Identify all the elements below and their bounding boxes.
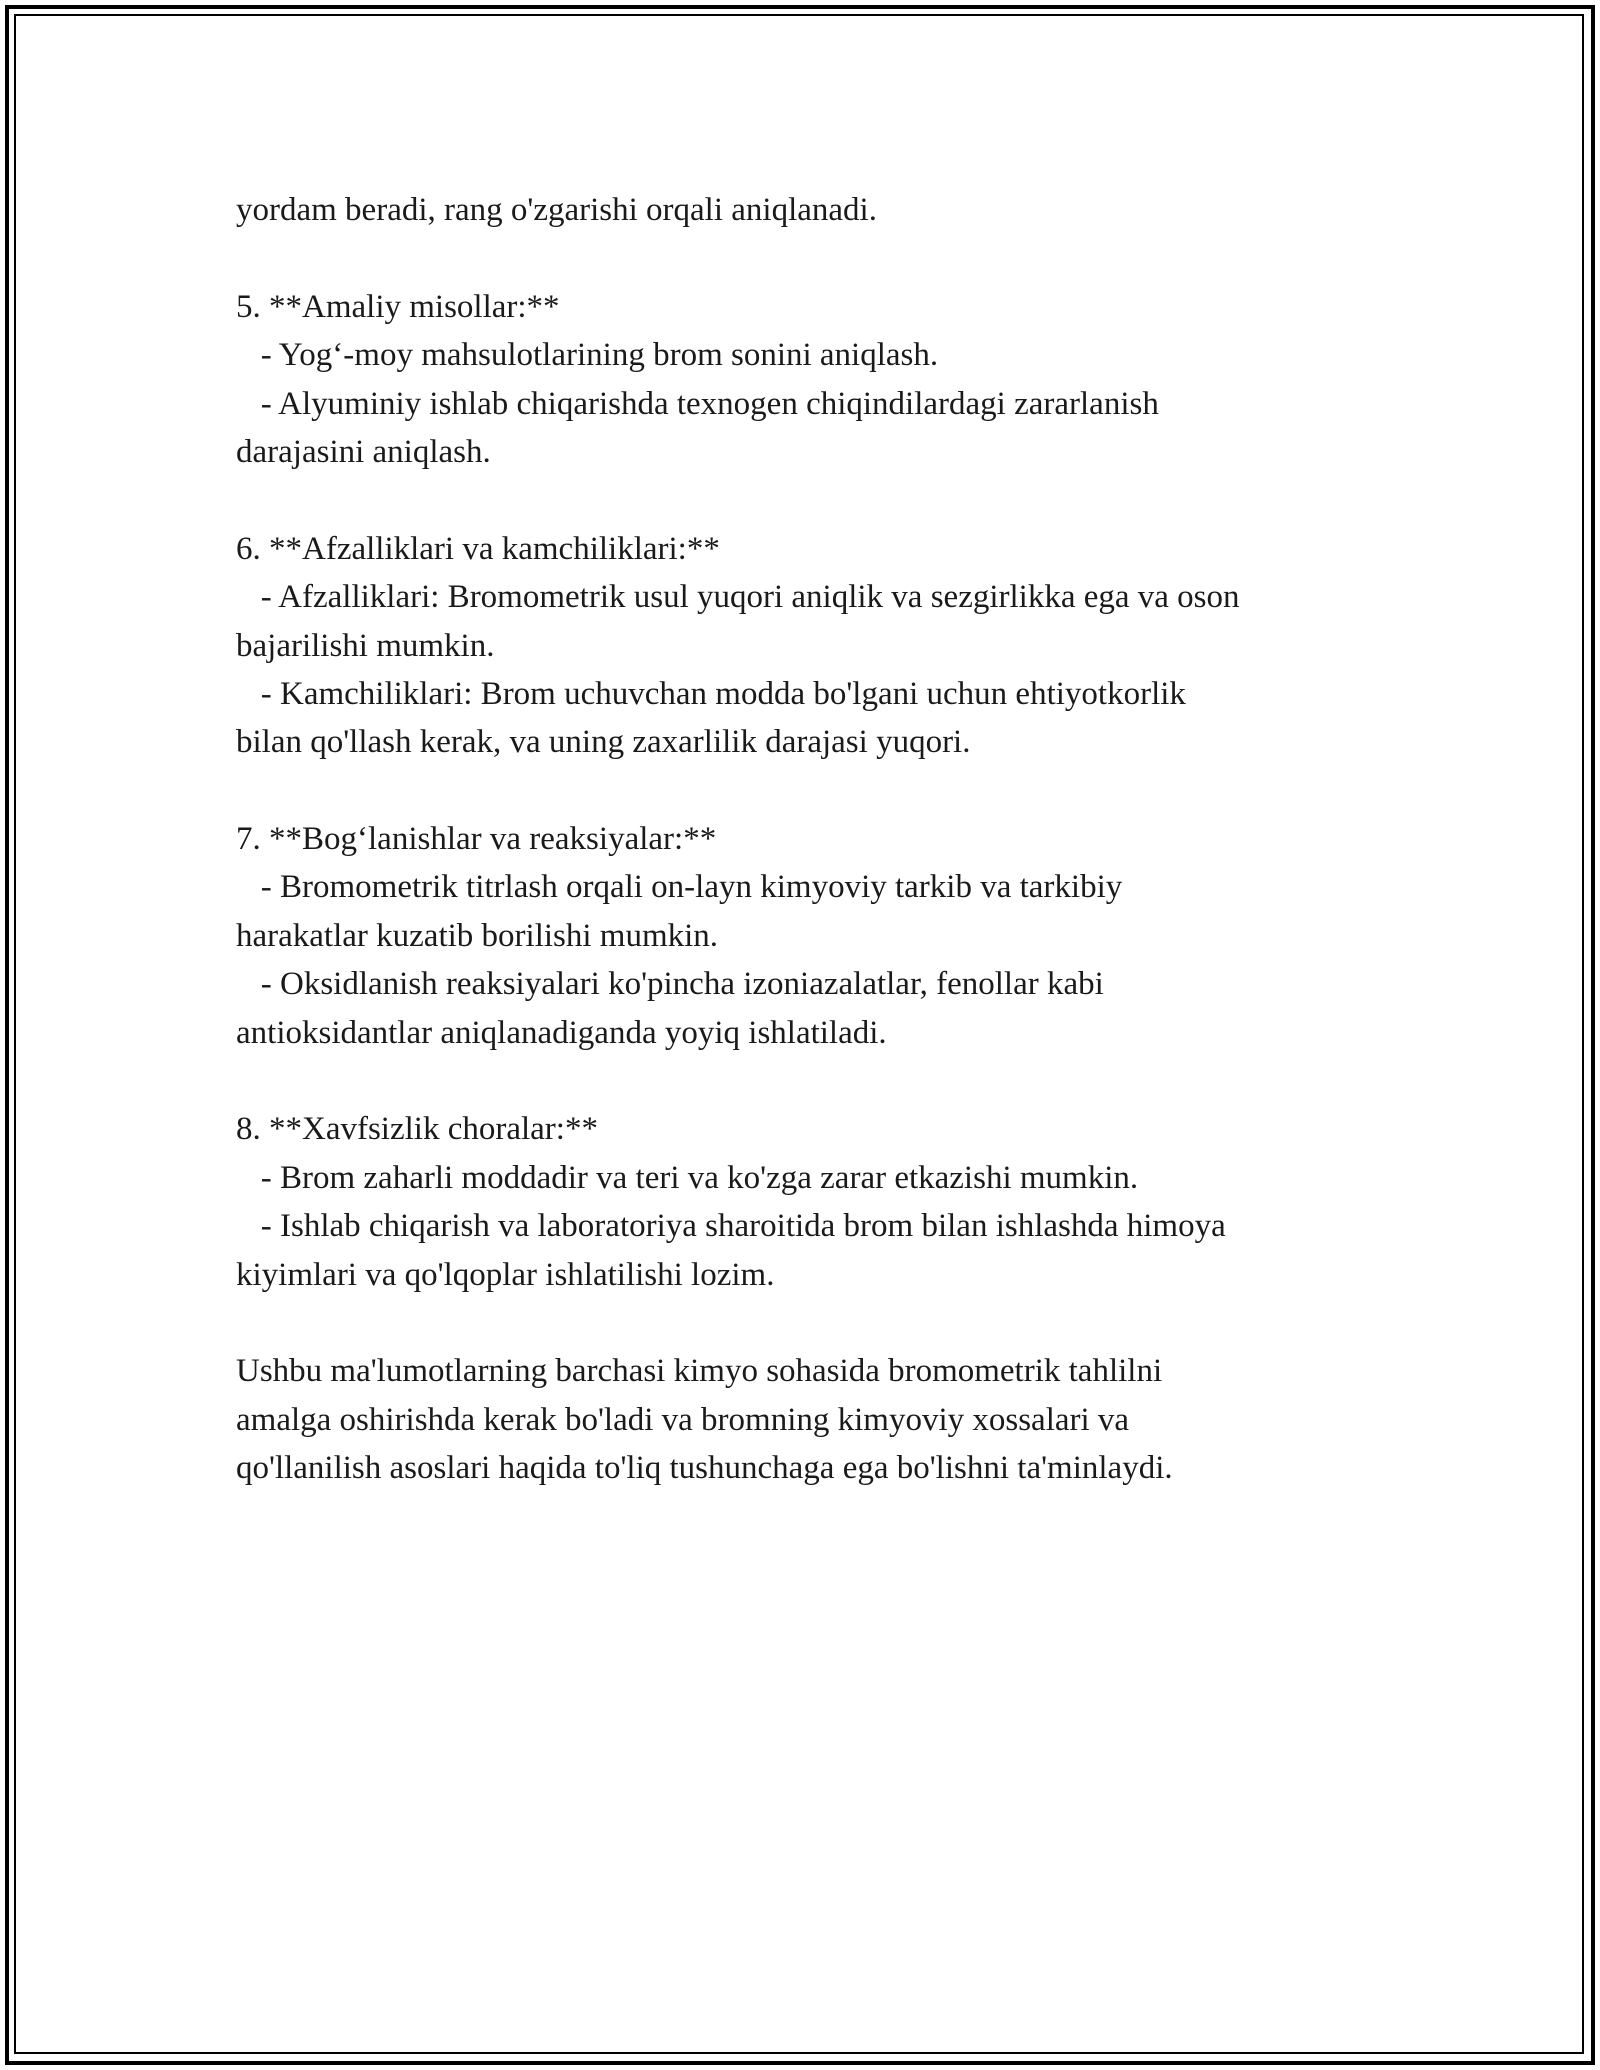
text-line: - Afzalliklari: Bromometrik usul yuqori aniqlik va sezgirlikka ega va oson xyxy=(236,579,1240,616)
conclusion-line: qo'llanilish asoslari haqida to'liq tushunchaga ega bo'lishni ta'minlaydi. xyxy=(236,1450,1173,1487)
text-line: - Bromometrik titrlash orqali on-layn kimyoviy tarkib va tarkibiy xyxy=(236,869,1123,906)
conclusion-line: amalga oshirishda kerak bo'ladi va bromning kimyoviy xossalari va xyxy=(236,1401,1130,1438)
text-line: - Oksidlanish reaksiyalari ko'pincha izoniazalatlar, fenollar kabi xyxy=(236,966,1104,1003)
blank-line xyxy=(236,767,1376,815)
blank-line xyxy=(236,234,1376,282)
text-line: - Yog‘-moy mahsulotlarining brom sonini aniqlash. xyxy=(236,337,939,374)
text-line: darajasini aniqlash. xyxy=(236,433,491,470)
text-line: antioksidantlar aniqlanadiganda yoyiq ishlatiladi. xyxy=(236,1014,887,1051)
section-heading-6: 6. **Afzalliklari va kamchiliklari:** xyxy=(236,530,720,567)
text-line: - Brom zaharli moddadir va teri va ko'zga zarar etkazishi mumkin. xyxy=(236,1159,1139,1196)
text-line: kiyimlari va qo'lqoplar ishlatilishi lozim. xyxy=(236,1256,775,1293)
blank-line xyxy=(236,476,1376,524)
document-body xyxy=(236,186,1376,1493)
text-line: bajarilishi mumkin. xyxy=(236,627,495,664)
blank-line xyxy=(236,1057,1376,1105)
text-line: - Kamchiliklari: Brom uchuvchan modda bo'lgani uchun ehtiyotkorlik xyxy=(236,675,1186,712)
text-line: - Alyuminiy ishlab chiqarishda texnogen chiqindilardagi zararlanish xyxy=(236,385,1159,422)
section-heading-5: 5. **Amaliy misollar:** xyxy=(236,288,560,325)
text-line: yordam beradi, rang o'zgarishi orqali aniqlanadi. xyxy=(236,192,877,228)
section-heading-8: 8. **Xavfsizlik choralar:** xyxy=(236,1111,598,1148)
conclusion-line: Ushbu ma'lumotlarning barchasi kimyo sohasida bromometrik tahlilni xyxy=(236,1353,1163,1390)
text-line: harakatlar kuzatib borilishi mumkin. xyxy=(236,917,719,954)
text-line: - Ishlab chiqarish va laboratoriya sharoitida brom bilan ishlashda himoya xyxy=(236,1208,1226,1245)
blank-line xyxy=(236,1299,1376,1347)
section-heading-7: 7. **Bog‘lanishlar va reaksiyalar:** xyxy=(236,821,717,858)
text-line: bilan qo'llash kerak, va uning zaxarlilik darajasi yuqori. xyxy=(236,724,971,761)
